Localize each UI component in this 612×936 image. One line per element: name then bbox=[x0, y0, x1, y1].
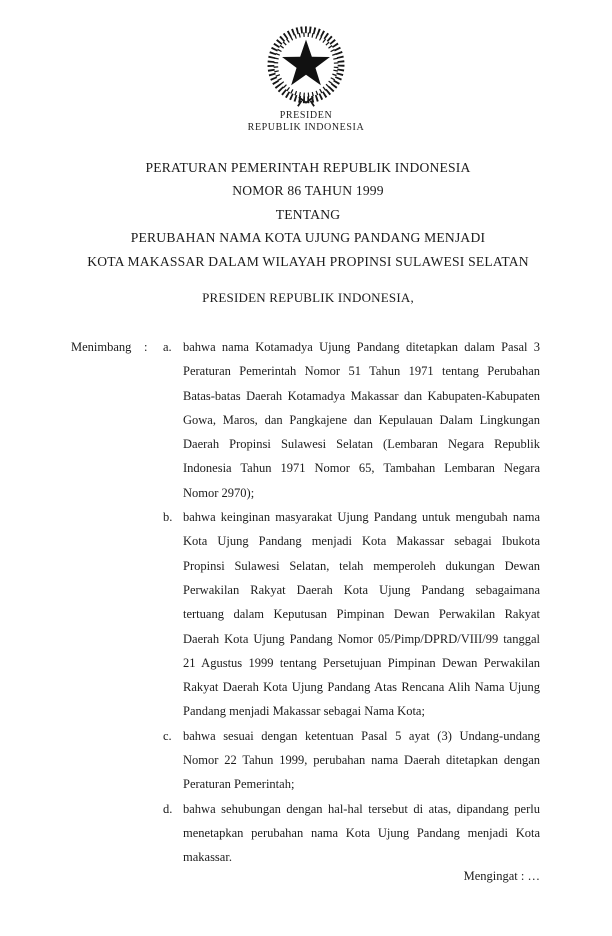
considering-colon: : bbox=[144, 340, 148, 354]
text-line: bahwa nama Kotamadya Ujung Pandang ditetapkan dalam Pasal 3 bbox=[183, 340, 540, 354]
letterhead bbox=[0, 110, 612, 134]
title-line-subject-1: PERUBAHAN NAMA KOTA UJUNG PANDANG MENJADI bbox=[130, 230, 486, 246]
item-text bbox=[183, 505, 540, 724]
item-letter: d. bbox=[163, 801, 173, 816]
text-line: Peraturan Pemerintah Nomor 51 Tahun 1971 tentang Perubahan bbox=[183, 364, 540, 379]
title-line-subject-2: KOTA MAKASSAR DALAM WILAYAH PROPINSI SULAWESI SELATAN bbox=[87, 253, 529, 269]
text-line: Nomor 22 Tahun 1999, perubahan nama Daerah ditetapkan dengan bbox=[183, 753, 540, 768]
letterhead-presiden: PRESIDEN bbox=[279, 110, 333, 121]
text-line: Indonesia Tahun 1971 Nomor 65, Tambahan Lembaran Negara bbox=[183, 461, 540, 476]
text-line: Gowa, Maros, dan Pangkajene dan Kepulauan Dalam Lingkungan bbox=[183, 412, 540, 427]
text-line: Pandang menjadi Makassar sebagai Nama Kota; bbox=[183, 704, 425, 719]
text-line: Batas-batas Daerah Kotamadya Makassar dan Kabupaten-Kabupaten bbox=[183, 388, 540, 403]
star-wreath-icon bbox=[261, 25, 351, 110]
considering-item-c bbox=[163, 724, 542, 797]
considering-item-a bbox=[163, 335, 542, 505]
text-line: Propinsi Sulawesi Selatan, telah memperoleh dukungan Dewan bbox=[183, 558, 540, 573]
text-line: 21 Agustus 1999 tentang Persetujuan Pimpinan Dewan Perwakilan bbox=[183, 655, 540, 670]
letterhead-republik-indonesia: REPUBLIK INDONESIA bbox=[247, 122, 365, 133]
text-line: Daerah Propinsi Sulawesi Selatan (Lembaran Negara Republik bbox=[183, 437, 540, 452]
salutation: PRESIDEN REPUBLIK INDONESIA, bbox=[202, 290, 414, 305]
considering-item-d bbox=[163, 797, 542, 870]
item-text bbox=[183, 335, 540, 505]
title-line-regulation: PERATURAN PEMERINTAH REPUBLIK INDONESIA bbox=[145, 160, 471, 175]
item-letter: b. bbox=[163, 510, 173, 525]
text-line: Kota Ujung Pandang menjadi Kota Makassar sebagai Ibukota bbox=[183, 534, 540, 549]
item-text bbox=[183, 724, 540, 797]
text-line: Peraturan Pemerintah; bbox=[183, 777, 295, 792]
text-line: makassar. bbox=[183, 850, 232, 865]
considering-section bbox=[71, 335, 542, 870]
item-letter: c. bbox=[163, 728, 172, 743]
mengingat-note: Mengingat : … bbox=[463, 869, 540, 883]
text-line: Daerah Kota Ujung Pandang Nomor 05/Pimp/DPRD/VIII/99 tanggal bbox=[183, 631, 540, 646]
considering-label: Menimbang bbox=[71, 340, 132, 354]
text-line: tertuang dalam Keputusan Pimpinan Dewan Perwakilan Rakyat bbox=[183, 607, 540, 622]
text-line: bahwa sesuai dengan ketentuan Pasal 5 ayat (3) Undang-undang bbox=[183, 728, 540, 743]
title-line-tentang: TENTANG bbox=[275, 206, 341, 222]
text-line: bahwa sehubungan dengan hal-hal tersebut di atas, dipandang perlu bbox=[183, 801, 540, 816]
text-line: menetapkan perubahan nama Kota Ujung Pandang menjadi Kota bbox=[183, 825, 540, 840]
text-line: Nomor 2970); bbox=[183, 485, 255, 500]
item-letter: a. bbox=[163, 340, 172, 354]
considering-items bbox=[163, 335, 542, 870]
item-text bbox=[183, 797, 540, 870]
title-line-number: NOMOR 86 TAHUN 1999 bbox=[232, 183, 384, 199]
presidential-emblem bbox=[261, 25, 351, 110]
text-line: Perwakilan Rakyat Daerah Kota Ujung Pandang sebagaimana bbox=[183, 582, 540, 597]
considering-item-b bbox=[163, 505, 542, 724]
title-block bbox=[4, 156, 612, 273]
text-line: Rakyat Daerah Kota Ujung Pandang Atas Rencana Alih Nama Ujung bbox=[183, 680, 540, 695]
text-line: bahwa keinginan masyarakat Ujung Pandang untuk mengubah nama bbox=[183, 510, 540, 525]
